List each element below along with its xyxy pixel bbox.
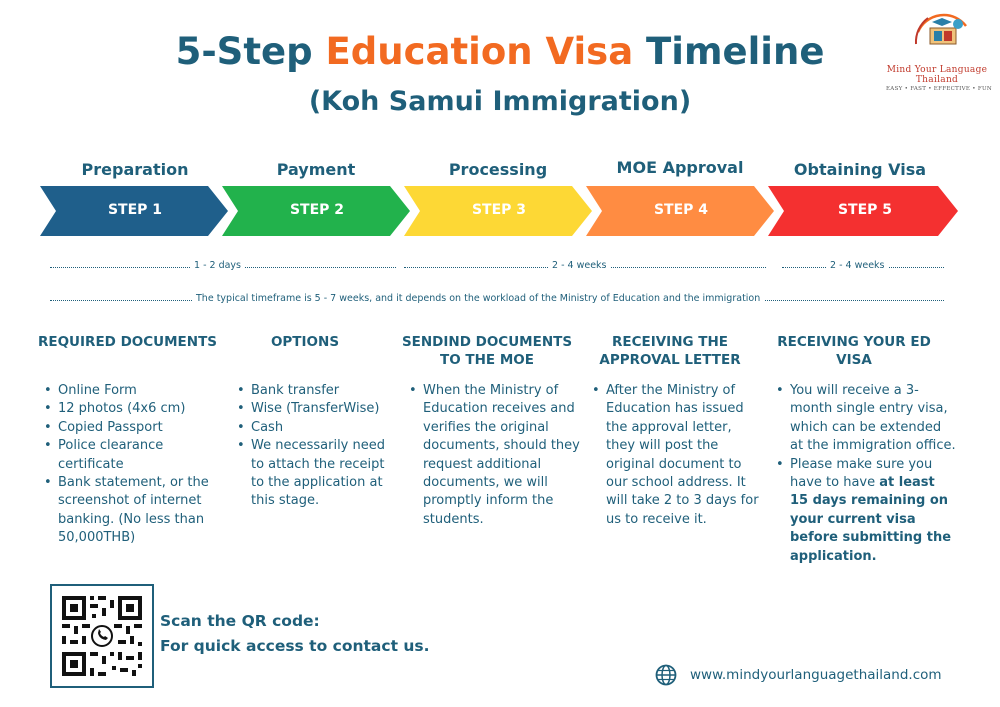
website-link[interactable]: www.mindyourlanguagethailand.com (690, 667, 942, 683)
list-item: • We necessarily need to attach the receipt to the application at this stage. (229, 437, 399, 511)
col1-heading: REQUIRED DOCUMENTS (37, 334, 218, 350)
step-1-label: STEP 1 (107, 202, 163, 218)
list-item: • Cash (229, 419, 399, 437)
list-item: • Online Form (36, 382, 226, 400)
col4-list (584, 382, 759, 529)
col5-item2-bold: at least 15 days remaining on your current visa before submitting the application. (790, 475, 952, 564)
qr-caption-line2: For quick access to contact us. (160, 637, 430, 655)
phase-preparation: Preparation (81, 160, 189, 179)
list-item: • When the Ministry of Education receives and verifies the original documents, should they request additional documents, we will promptly inform the students. (401, 382, 581, 529)
title-part1: 5-Step (175, 30, 313, 73)
col2-list (229, 382, 399, 511)
list-item: • Police clearance certificate (36, 437, 226, 474)
col5-heading-line1: RECEIVING YOUR ED (777, 334, 931, 350)
duration-1-label: 1 - 2 days (190, 260, 245, 271)
logo-brand-text: Mind Your Language Thailand (886, 65, 988, 85)
qr-caption-line1: Scan the QR code: (160, 612, 320, 630)
col5-list (768, 382, 956, 566)
col5-item2-text: Please make sure you have to have (790, 456, 933, 491)
step-4-label: STEP 4 (653, 202, 709, 218)
list-item: • Bank statement, or the screenshot of internet banking. (No less than 50,000THB) (36, 474, 226, 548)
phase-payment: Payment (276, 160, 356, 179)
col5-heading (768, 333, 940, 369)
logo-tagline: EASY • FAST • EFFECTIVE • FUN (885, 86, 993, 92)
col4-heading-line2: APPROVAL LETTER (599, 352, 741, 368)
phase-moe-approval: MOE Approval (616, 158, 744, 177)
col3-heading-line2: TO THE MOE (440, 352, 534, 368)
globe-icon (655, 664, 677, 686)
overall-duration-label: The typical timeframe is 5 - 7 weeks, and it depends on the workload of the Ministry of Education and the immigration (192, 293, 764, 304)
phase-processing: Processing (448, 160, 548, 179)
col4-heading (585, 333, 755, 369)
list-item: • Wise (TransferWise) (229, 400, 399, 418)
duration-2-label: 2 - 4 weeks (548, 260, 611, 271)
col2-heading: OPTIONS (270, 334, 340, 350)
duration-3-label: 2 - 4 weeks (826, 260, 889, 271)
list-item: • 12 photos (4x6 cm) (36, 400, 226, 418)
list-item: • Copied Passport (36, 419, 226, 437)
list-item: • You will receive a 3-month single entry visa, which can be extended at the immigration office. (768, 382, 956, 456)
qr-code-frame[interactable] (50, 584, 154, 688)
list-item: • After the Ministry of Education has issued the approval letter, they will post the original document to our school address. It will take 2 to 3 days for us to receive it. (584, 382, 759, 529)
phase-obtaining-visa: Obtaining Visa (793, 160, 927, 179)
step-5-label: STEP 5 (837, 202, 893, 218)
list-item: • Bank transfer (229, 382, 399, 400)
col3-heading-line1: SENDIND DOCUMENTS (401, 334, 573, 350)
title-accent: Education Visa (325, 30, 634, 73)
list-item (768, 456, 956, 566)
col3-list (401, 382, 581, 529)
col3-heading (397, 333, 577, 369)
title-part2: Timeline (646, 30, 825, 73)
step-2-label: STEP 2 (289, 202, 345, 218)
col5-heading-line2: VISA (836, 352, 872, 368)
col1-list (36, 382, 226, 548)
qr-code-icon[interactable] (52, 586, 152, 686)
qr-caption (160, 609, 430, 659)
page-subtitle: (Koh Samui Immigration) (308, 86, 692, 117)
page-title (0, 30, 1000, 73)
step-3-label: STEP 3 (471, 202, 527, 218)
col4-heading-line1: RECEIVING THE (611, 334, 729, 350)
